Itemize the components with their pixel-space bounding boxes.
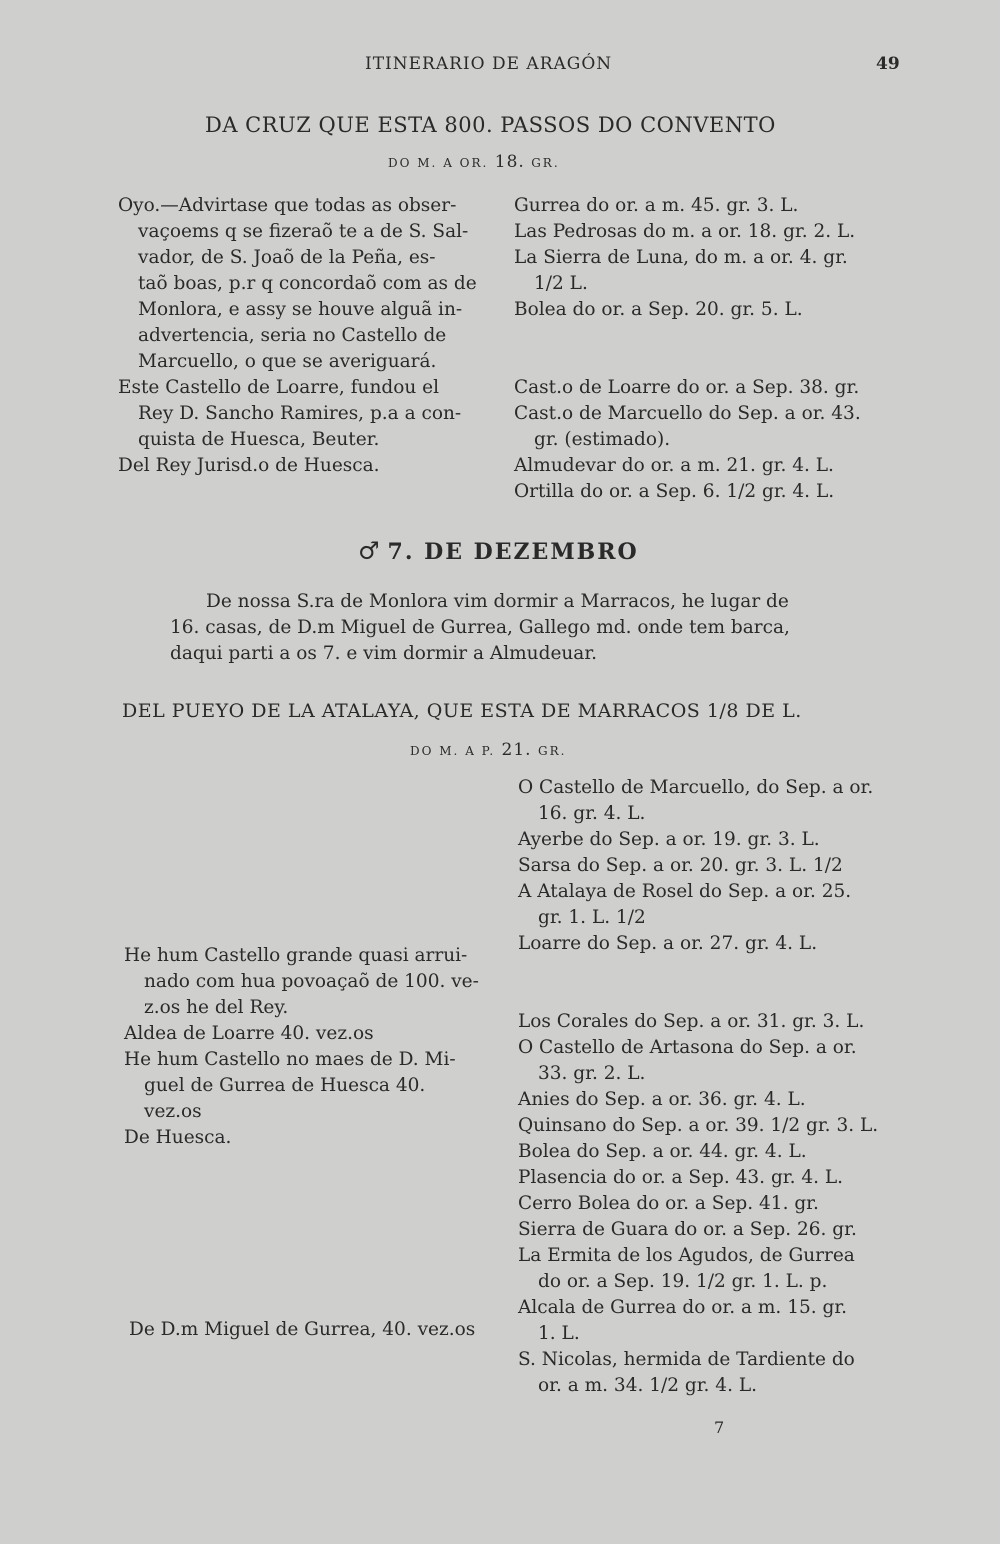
text-line: De Huesca. (124, 1127, 232, 1148)
text-line: or. a m. 34. 1/2 gr. 4. L. (538, 1375, 757, 1396)
text-line: Cerro Bolea do or. a Sep. 41. gr. (518, 1193, 819, 1214)
text-line: Marcuello, o que se averiguará. (138, 351, 437, 372)
date-text: 7. DE DEZEMBRO (387, 539, 639, 565)
text-line (518, 957, 878, 983)
text-line: do or. a Sep. 19. 1/2 gr. 1. L. p. (538, 1271, 828, 1292)
text-line: Bolea do or. a Sep. 20. gr. 5. L. (514, 299, 803, 320)
text-line: nado com hua povoaçaõ de 100. ve- (144, 971, 479, 992)
text-line: 1. L. (538, 1323, 580, 1344)
text-line: La Ermita de los Agudos, de Gurrea (518, 1245, 855, 1266)
text-line: Anies do Sep. a or. 36. gr. 4. L. (518, 1089, 806, 1110)
text-line: Loarre do Sep. a or. 27. gr. 4. L. (518, 933, 818, 954)
signature-mark: 7 (714, 1418, 725, 1437)
text-line: taõ boas, p.r q concordaõ com as de (138, 273, 477, 294)
text-line: vaçoems q se fizeraõ te a de S. Sal- (138, 221, 469, 242)
text-line: vador, de S. Joaõ de la Peña, es- (138, 247, 436, 268)
text-line: He hum Castello grande quasi arrui- (124, 945, 468, 966)
text-line: quista de Huesca, Beuter. (138, 429, 380, 450)
text-line: Este Castello de Loarre, fundou el (118, 377, 440, 398)
text-line (518, 983, 878, 1009)
section1-subheading (388, 152, 560, 172)
section2-sub-small: DO M. A P. (410, 744, 496, 758)
section2-right-column (518, 775, 878, 1399)
text-line: Ayerbe do Sep. a or. 19. gr. 3. L. (518, 829, 820, 850)
narrative-paragraph (170, 589, 830, 667)
section1-right-column (514, 193, 861, 505)
text-line: guel de Gurrea de Huesca 40. (144, 1075, 426, 1096)
text-line: O Castello de Artasona do Sep. a or. (518, 1037, 857, 1058)
text-line: Ortilla do or. a Sep. 6. 1/2 gr. 4. L. (514, 481, 835, 502)
text-line: Quinsano do Sep. a or. 39. 1/2 gr. 3. L. (518, 1115, 879, 1136)
paragraph-line: 16. casas, de D.m Miguel de Gurrea, Gallego md. onde tem barca, (170, 617, 790, 638)
section2-sub-value: 21. (501, 740, 532, 760)
section1-sub-value: 18. (494, 152, 525, 172)
text-line (514, 323, 861, 349)
section2-subheading (410, 740, 566, 760)
text-line: Bolea do Sep. a or. 44. gr. 4. L. (518, 1141, 807, 1162)
mars-symbol-icon: ♂ (358, 537, 382, 565)
section1-left-column (118, 193, 477, 479)
text-line: Aldea de Loarre 40. vez.os (124, 1023, 374, 1044)
text-line: gr. 1. L. 1/2 (538, 907, 646, 928)
text-line: O Castello de Marcuello, do Sep. a or. (518, 777, 874, 798)
text-line: De D.m Miguel de Gurrea, 40. vez.os (129, 1319, 476, 1340)
text-line: He hum Castello no maes de D. Mi- (124, 1049, 456, 1070)
text-line: Alcala de Gurrea do or. a m. 15. gr. (518, 1297, 848, 1318)
section2-left-column-b (129, 1317, 475, 1343)
section1-sub-small: DO M. A OR. (388, 156, 489, 170)
text-line: Los Corales do Sep. a or. 31. gr. 3. L. (518, 1011, 865, 1032)
text-line: Sarsa do Sep. a or. 20. gr. 3. L. 1/2 (518, 855, 843, 876)
text-line: z.os he del Rey. (144, 997, 289, 1018)
text-line: Sierra de Guara do or. a Sep. 26. gr. (518, 1219, 857, 1240)
text-line: S. Nicolas, hermida de Tardiente do (518, 1349, 855, 1370)
section1-heading: DA CRUZ QUE ESTA 800. PASSOS DO CONVENTO (205, 113, 776, 137)
text-line (514, 349, 861, 375)
running-title: ITINERARIO DE ARAGÓN (365, 54, 613, 74)
text-line: 33. gr. 2. L. (538, 1063, 646, 1084)
text-line: advertencia, seria no Castello de (138, 325, 447, 346)
section2-sub-unit: GR. (538, 744, 567, 758)
date-heading (358, 537, 639, 565)
text-line: Monlora, e assy se houve alguã in- (138, 299, 463, 320)
text-line: La Sierra de Luna, do m. a or. 4. gr. (514, 247, 848, 268)
paragraph-line: daqui parti a os 7. e vim dormir a Almudeuar. (170, 643, 598, 664)
text-line: gr. (estimado). (534, 429, 671, 450)
section2-left-column-a (124, 943, 479, 1151)
text-line: Gurrea do or. a m. 45. gr. 3. L. (514, 195, 799, 216)
page-number: 49 (876, 54, 900, 74)
text-line: Almudevar do or. a m. 21. gr. 4. L. (514, 455, 834, 476)
text-line: vez.os (144, 1101, 202, 1122)
section2-heading: DEL PUEYO DE LA ATALAYA, QUE ESTA DE MARRACOS 1/8 DE L. (122, 700, 802, 722)
text-line: A Atalaya de Rosel do Sep. a or. 25. (518, 881, 852, 902)
section1-sub-unit: GR. (531, 156, 560, 170)
text-line: 1/2 L. (534, 273, 588, 294)
text-line: Plasencia do or. a Sep. 43. gr. 4. L. (518, 1167, 844, 1188)
text-line: 16. gr. 4. L. (538, 803, 646, 824)
text-line: Rey D. Sancho Ramires, p.a a con- (138, 403, 462, 424)
text-line: Oyo.—Advirtase que todas as obser- (118, 195, 457, 216)
text-line: Cast.o de Marcuello do Sep. a or. 43. (514, 403, 861, 424)
text-line: Cast.o de Loarre do or. a Sep. 38. gr. (514, 377, 860, 398)
text-line: Del Rey Jurisd.o de Huesca. (118, 455, 380, 476)
paragraph-line: De nossa S.ra de Monlora vim dormir a Marracos, he lugar de (206, 591, 789, 612)
text-line: Las Pedrosas do m. a or. 18. gr. 2. L. (514, 221, 856, 242)
